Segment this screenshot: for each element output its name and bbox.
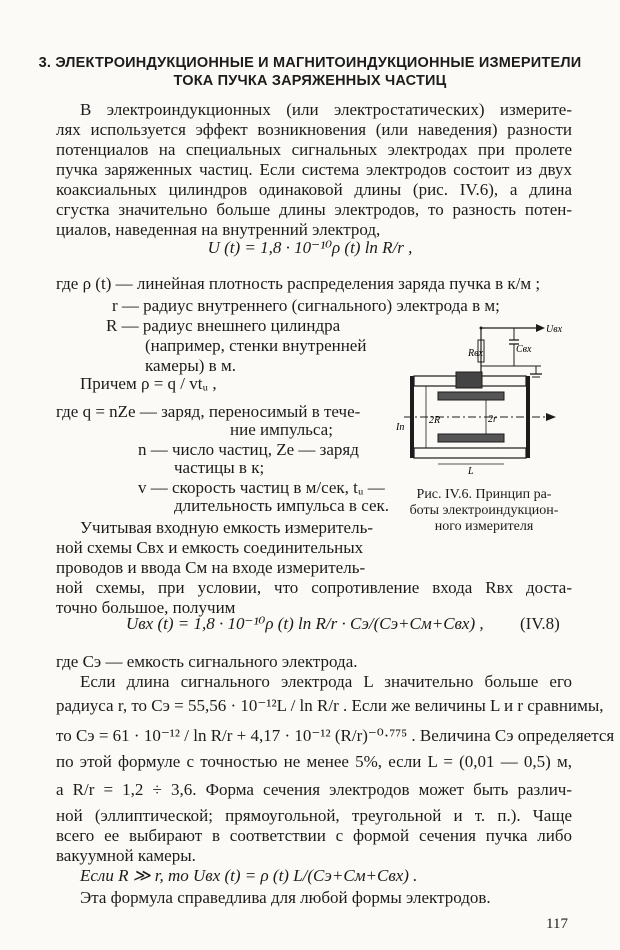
para2-line-3: проводов и ввода Cм на входе измеритель- xyxy=(56,558,366,577)
intro-line-3: потенциалов на специальных сигнальных электродах при пролете xyxy=(56,140,572,159)
def-n: n — число частиц, Ze — заряд xyxy=(138,440,359,459)
para2-line-1: Учитывая входную емкость измеритель- xyxy=(80,518,373,537)
def-r-outer-1: R — радиус внешнего цилиндра xyxy=(106,316,341,335)
def-r-outer-3: камеры) в м. xyxy=(145,356,236,375)
intro-line-4: пучка заряженных частиц. Если система электродов состоит из двух xyxy=(56,160,572,179)
label-2r-inner: 2r xyxy=(488,414,497,425)
section-heading-line-1: 3. ЭЛЕКТРОИНДУКЦИОННЫЕ И МАГНИТОИНДУКЦИОННЫЕ ИЗМЕРИТЕЛИ xyxy=(38,55,582,71)
formula-number: (IV.8) xyxy=(520,614,560,633)
para3-line-5: по этой формуле с точностью не менее 5%, если L = (0,01 — 0,5) м, xyxy=(56,752,572,771)
label-in: Iп xyxy=(396,422,405,433)
intro-line-2: лях используется эффект возникновения (или наведения) разности xyxy=(56,120,572,139)
intro-line-5: коаксиальных цилиндров одинаковой длины (рис. IV.6), а длина xyxy=(56,180,572,199)
intro-line-6: сгустка значительно больше длины электродов, то разность потен- xyxy=(56,200,572,219)
def-r-inner: r — радиус внутреннего (сигнального) электрода в м; xyxy=(112,296,500,315)
def-r-outer-2: (например, стенки внутренней xyxy=(145,336,367,355)
label-cvx: Cвх xyxy=(516,344,532,355)
def-q-cont: ние импульса; xyxy=(230,420,333,439)
label-2r-outer: 2R xyxy=(429,415,441,426)
para3-line-1: где Cэ — емкость сигнального электрода. xyxy=(56,652,358,671)
label-uvx: Uвх xyxy=(546,324,563,335)
figure-caption xyxy=(398,487,570,535)
def-rho: где ρ (t) — линейная плотность распределения заряда пучка в к/м ; xyxy=(56,274,541,293)
label-length: L xyxy=(468,466,474,477)
def-q: где q = nZe — заряд, переносимый в тече- xyxy=(56,402,361,421)
electrode-diagram xyxy=(396,318,576,478)
label-rvx: Rвх xyxy=(468,348,483,359)
section-heading-line-2: ТОКА ПУЧКА ЗАРЯЖЕННЫХ ЧАСТИЦ xyxy=(173,73,447,89)
formula-u-vx: Uвх (t) = 1,8 · 10⁻¹⁰ρ (t) ln R/r · Cэ/(Cэ+Cм+Cвх) , xyxy=(126,614,484,633)
def-v-cont: длительность импульса в сек. xyxy=(174,496,390,515)
para2-line-5: точно большое, получим xyxy=(56,598,236,617)
intro-line-7: циалов, наведенная на внутренний электрод, xyxy=(56,220,381,239)
last-line: Эта формула справедлива для любой формы электродов. xyxy=(80,888,491,907)
caption-line-3: ного измерителя xyxy=(434,519,534,534)
def-n-cont: частицы в к; xyxy=(174,458,265,477)
def-v: v — скорость частиц в м/сек, tᵤ — xyxy=(138,478,385,497)
para3-line-3: радиуса r, то Cэ = 55,56 · 10⁻¹²L / ln R/r . Если же величины L и r сравнимы, xyxy=(56,696,604,715)
formula-u-t: U (t) = 1,8 · 10⁻¹⁰ρ (t) ln R/r , xyxy=(207,238,413,257)
para3-line-6: а R/r = 1,2 ÷ 3,6. Форма сечения электродов может быть различ- xyxy=(56,780,572,799)
para3-line-2: Если длина сигнального электрода L значительно больше его xyxy=(80,672,572,691)
para3-line-8: всего ее выбирают в соответствии с формой сечения пучка либо xyxy=(56,826,572,845)
formula-rr-limit: Если R ≫ r, то Uвх (t) = ρ (t) L/(Cэ+Cм+Cвх) . xyxy=(80,866,418,885)
para3-line-7: ной (эллиптической; прямоугольной, треугольной и т. п.). Чаще xyxy=(56,806,572,825)
caption-line-1: Рис. IV.6. Принцип ра- xyxy=(416,487,552,502)
caption-line-2: боты электроиндукцион- xyxy=(409,503,559,518)
para3-line-9: вакуумной камеры. xyxy=(56,846,196,865)
para2-line-4: ной схемы, при условии, что сопротивление входа Rвх доста- xyxy=(56,578,572,597)
intro-line-1: В электроиндукционных (или электростатических) измерите- xyxy=(80,100,572,119)
page-number: 117 xyxy=(546,916,568,932)
para3-line-4: то Cэ = 61 · 10⁻¹² / ln R/r + 4,17 · 10⁻¹² (R/r)⁻⁰·⁷⁷⁵ . Величина Cэ определяется xyxy=(56,726,615,745)
prichem-formula: Причем ρ = q / vtᵤ , xyxy=(80,374,217,393)
para2-line-2: ной схемы Cвх и емкость соединительных xyxy=(56,538,364,557)
